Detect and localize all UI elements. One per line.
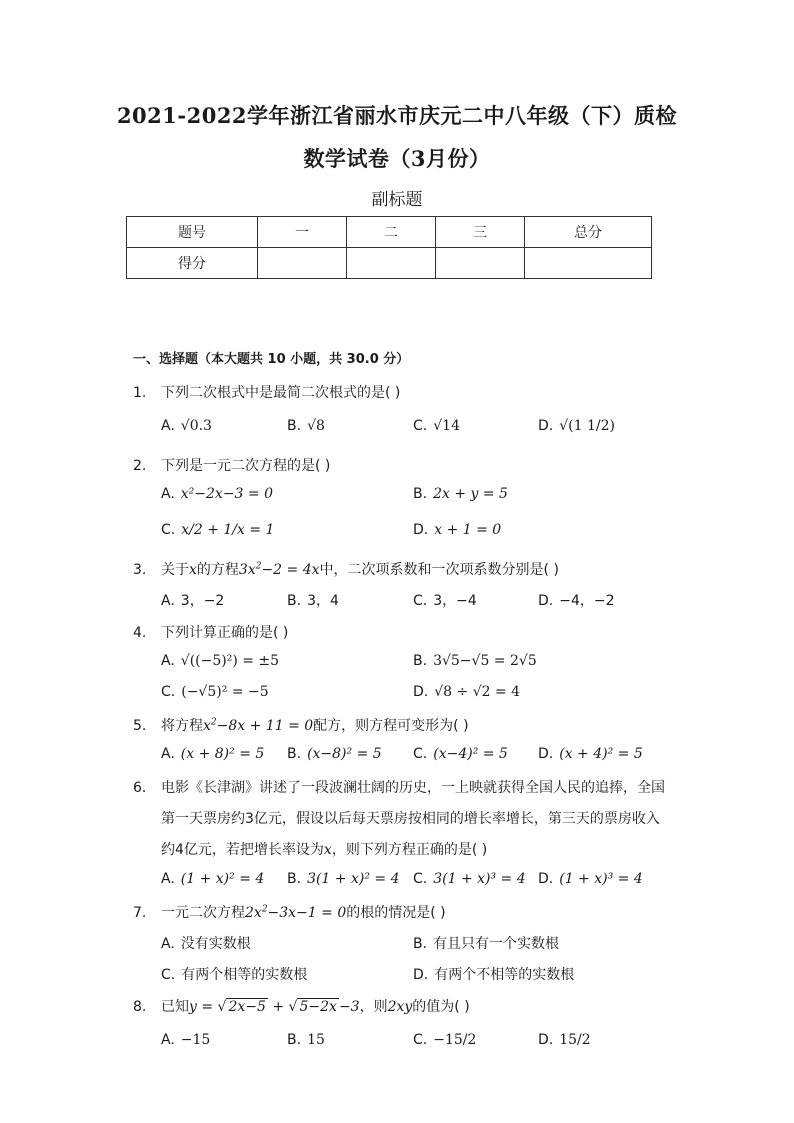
question-3: 3. 关于x的方程$3x^2-2 = 4x$中，二次项系数和一次项系数分别是( ) [133,561,559,578]
option-1d[interactable]: D. √(1 1/2) [538,418,615,434]
option-text: (x + 4)² = 5 [559,746,643,762]
option-text: 有且只有一个实数根 [433,936,560,952]
score-input-cell[interactable] [347,248,436,279]
option-1c[interactable]: C. √14 [413,418,460,434]
paper-title-line2: 数学试卷（3月份） [303,146,491,171]
option-4d[interactable]: D. √8 ÷ √2 = 4 [413,684,521,700]
option-3b[interactable]: B. 3，4 [287,593,339,609]
score-cell: 总分 [525,217,652,248]
question-5: 5. 将方程$x^2-8x + 11 = 0$配方，则方程可变形为( ) [133,717,469,734]
question-8: 8. 已知y = √ 2x−5 + √ 5−2x −3，则2xy的值为( ) [133,999,470,1015]
score-cell: 三 [436,217,525,248]
option-text: (x + 8)² = 5 [180,746,265,762]
question-number: 4. [133,625,147,641]
option-text: 3(1 + x)³ = 4 [433,871,526,887]
option-4b[interactable]: B. 3√5−√5 = 2√5 [413,653,537,669]
option-text: √14 [433,418,460,434]
option-text: (x−4)² = 5 [433,746,508,762]
option-2b[interactable]: B. 2x + y = 5 [413,486,508,502]
question-4 [133,622,288,642]
equation: $x^2-8x + 11 = 0$ [203,717,314,734]
option-8a[interactable]: A. −15 [161,1032,211,1048]
option-text: (x−8)² = 5 [307,746,382,762]
question-7: 7. 一元二次方程$2x^2-3x-1 = 0$的根的情况是( ) [133,904,446,921]
option-5b[interactable]: B. (x−8)² = 5 [287,746,382,762]
option-text: 3，4 [307,593,339,609]
option-2c[interactable]: C. x/2 + 1/x = 1 [161,522,275,538]
question-6-line2: 第一天票房约3亿元，假设以后每天票房按相同的增长率增长，第三天的票房收入 [161,811,660,827]
score-cell: 一 [258,217,347,248]
question-stem: 下列二次根式中是最简二次根式的是( ) [161,385,401,401]
option-text: 有两个不相等的实数根 [434,967,575,983]
question-2 [133,455,330,475]
option-text: 3√5−√5 = 2√5 [433,653,537,669]
question-number: 8. [133,999,147,1015]
option-1b[interactable]: B. √8 [287,418,325,434]
option-text: −4，−2 [559,593,615,609]
option-4c[interactable]: C. (−√5)² = −5 [161,684,269,700]
option-6c[interactable]: C. 3(1 + x)³ = 4 [413,871,526,887]
score-input-cell[interactable] [436,248,525,279]
option-text: (1 + x)³ = 4 [559,871,643,887]
option-text: x + 1 = 0 [434,522,502,538]
equation: y = √ 2x−5 + √ 5−2x −3 [189,999,360,1015]
paper-subtitle: 副标题 [371,190,423,210]
score-input-cell[interactable] [258,248,347,279]
option-text: √((−5)²) = ±5 [180,653,280,669]
option-6b[interactable]: B. 3(1 + x)² = 4 [287,871,400,887]
question-number: 5. [133,718,147,734]
score-cell: 题号 [127,217,258,248]
equation: $2x^2-3x-1 = 0$ [245,904,347,921]
option-text: 没有实数根 [180,936,251,952]
option-7d[interactable]: D. 有两个不相等的实数根 [413,967,575,983]
question-number: 2. [133,458,147,474]
option-3c[interactable]: C. 3，−4 [413,593,477,609]
option-6d[interactable]: D. (1 + x)³ = 4 [538,871,643,887]
option-7c[interactable]: C. 有两个相等的实数根 [161,967,308,983]
paper-title-line1: 2021-2022学年浙江省丽水市庆元二中八年级（下）质检 [116,103,678,128]
option-text: 3，−4 [433,593,477,609]
option-3a[interactable]: A. 3，−2 [161,593,225,609]
option-text: 15 [307,1032,325,1048]
option-text: 3，−2 [180,593,225,609]
question-6: 6. 电影《长津湖》讲述了一段波澜壮阔的历史，一上映就获得全国人民的追捧，全国 [133,780,665,796]
option-text: −15 [180,1032,211,1048]
option-text: (−√5)² = −5 [181,684,269,700]
option-text: √(1 1/2) [559,418,615,434]
option-1a[interactable]: A. √0.3 [161,418,212,434]
option-text: √8 [307,418,325,434]
option-text: 3(1 + x)² = 4 [307,871,400,887]
option-7b[interactable]: B. 有且只有一个实数根 [413,936,560,952]
score-table-score-row [127,248,652,279]
option-6a[interactable]: A. (1 + x)² = 4 [161,871,265,887]
score-table-header-row [127,217,652,248]
option-text: 有两个相等的实数根 [181,967,308,983]
question-number: 6. [133,780,147,796]
option-text: −15/2 [433,1032,477,1048]
score-input-cell[interactable] [525,248,652,279]
option-8c[interactable]: C. −15/2 [413,1032,477,1048]
score-cell: 二 [347,217,436,248]
question-6-line3: 约4亿元，若把增长率设为x，则下列方程正确的是( ) [161,842,488,858]
option-4a[interactable]: A. √((−5)²) = ±5 [161,653,280,669]
option-text: √0.3 [180,418,212,434]
question-1 [133,382,400,402]
option-text: √8 ÷ √2 = 4 [434,684,521,700]
option-7a[interactable]: A. 没有实数根 [161,936,251,952]
score-cell: 得分 [127,248,258,279]
option-text: x/2 + 1/x = 1 [181,522,275,538]
option-8d[interactable]: D. 15/2 [538,1032,591,1048]
option-5a[interactable]: A. (x + 8)² = 5 [161,746,265,762]
option-5d[interactable]: D. (x + 4)² = 5 [538,746,643,762]
score-table [126,216,652,279]
section-heading: 一、选择题（本大题共 10 小题，共 30.0 分） [133,352,410,367]
option-2d[interactable]: D. x + 1 = 0 [413,522,502,538]
option-text: (1 + x)² = 4 [180,871,265,887]
option-3d[interactable]: D. −4，−2 [538,593,615,609]
option-text: 15/2 [559,1032,591,1048]
option-2a[interactable]: A. x²−2x−3 = 0 [161,486,273,502]
question-stem: 下列计算正确的是( ) [161,625,289,641]
option-5c[interactable]: C. (x−4)² = 5 [413,746,508,762]
question-number: 1. [133,385,147,401]
question-number: 7. [133,905,147,921]
equation: $3x^2-2 = 4x$ [238,561,320,578]
option-text: x²−2x−3 = 0 [180,486,273,502]
option-8b[interactable]: B. 15 [287,1032,325,1048]
question-number: 3. [133,562,147,578]
question-stem: 下列是一元二次方程的是( ) [161,458,331,474]
option-text: 2x + y = 5 [433,486,508,502]
